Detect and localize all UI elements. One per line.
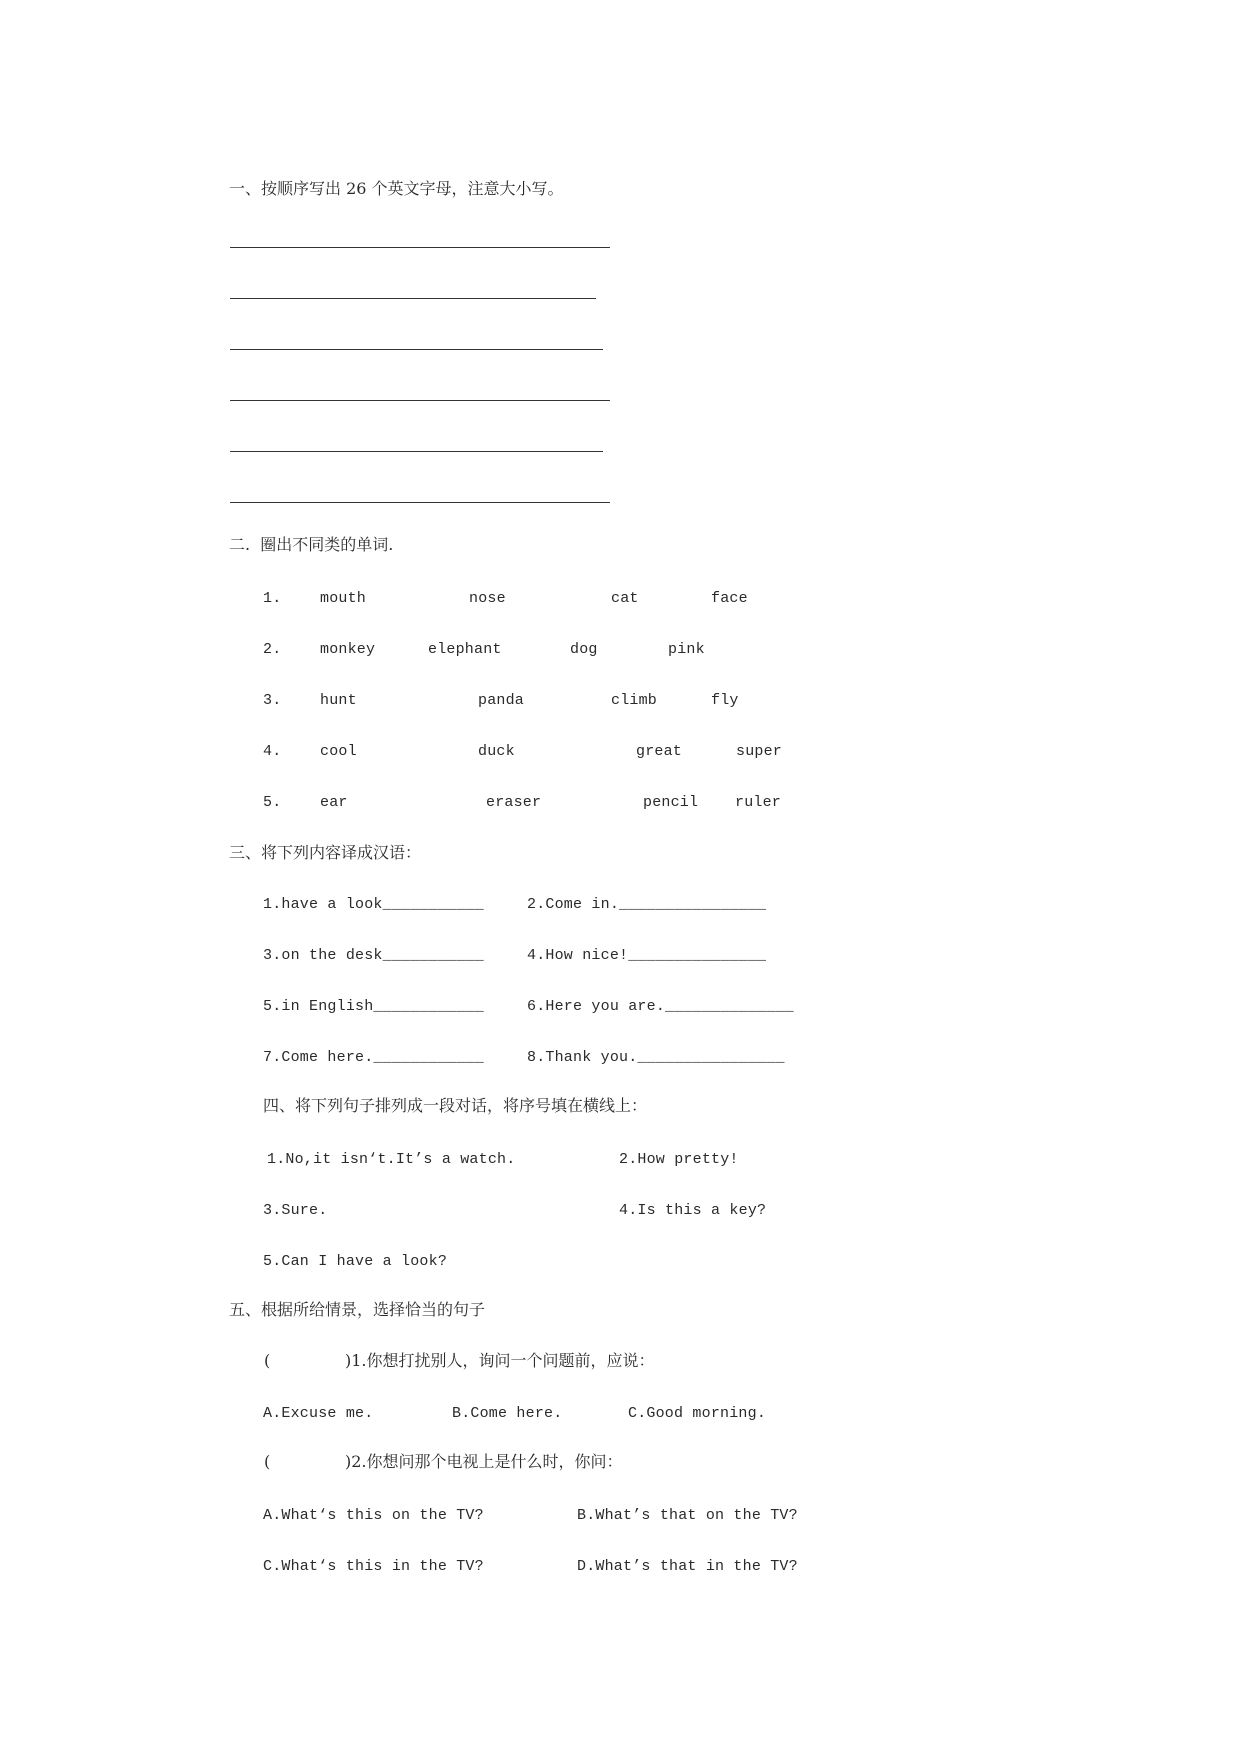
word[interactable]: cat [611,590,639,607]
word[interactable]: nose [469,590,506,607]
word[interactable]: eraser [486,794,542,811]
dialogue-sentence: 5.Can I have a look? [263,1253,448,1270]
word-row-number: 2. [263,641,282,658]
section5-title: 五、根据所给情景，选择恰当的句子 [229,1300,486,1319]
word-row-number: 5. [263,794,282,811]
translate-item[interactable]: 1.have a look___________ [263,896,484,913]
word[interactable]: cool [320,743,357,760]
translate-item[interactable]: 8.Thank you.________________ [527,1049,785,1066]
dialogue-sentence: 4.Is this a key? [619,1202,767,1219]
word[interactable]: elephant [428,641,502,658]
question-1: )1.你想打扰别人，询问一个问题前，应说： [345,1351,655,1370]
word[interactable]: ear [320,794,348,811]
word[interactable]: monkey [320,641,376,658]
translate-item[interactable]: 5.in English____________ [263,998,484,1015]
word[interactable]: duck [478,743,515,760]
alphabet-line-4[interactable] [230,400,610,401]
option-b[interactable]: B.What’s that on the TV? [577,1507,798,1524]
word[interactable]: super [736,743,783,760]
option-a[interactable]: A.Excuse me. [263,1405,374,1422]
translate-item[interactable]: 3.on the desk___________ [263,947,484,964]
word[interactable]: hunt [320,692,357,709]
dialogue-sentence: 2.How pretty! [619,1151,739,1168]
section1-title: 一、按顺序写出 26 个英文字母，注意大小写。 [229,179,564,198]
dialogue-sentence: 1.No,it isn‘t.It’s a watch. [267,1151,516,1168]
section4-title: 四、将下列句子排列成一段对话，将序号填在横线上： [263,1096,648,1115]
word-row-number: 1. [263,590,282,607]
word[interactable]: panda [478,692,525,709]
word-row-number: 4. [263,743,282,760]
translate-item[interactable]: 2.Come in.________________ [527,896,767,913]
option-c[interactable]: C.What‘s this in the TV? [263,1558,484,1575]
answer-paren-open[interactable]: ( [264,1452,271,1471]
alphabet-line-2[interactable] [230,298,596,299]
word[interactable]: ruler [735,794,782,811]
word[interactable]: pink [668,641,705,658]
option-d[interactable]: D.What’s that in the TV? [577,1558,798,1575]
word[interactable]: great [636,743,683,760]
word[interactable]: climb [611,692,658,709]
word[interactable]: mouth [320,590,367,607]
word-row-number: 3. [263,692,282,709]
alphabet-line-1[interactable] [230,247,610,248]
word[interactable]: pencil [643,794,699,811]
word[interactable]: fly [711,692,739,709]
dialogue-sentence: 3.Sure. [263,1202,328,1219]
word[interactable]: dog [570,641,598,658]
translate-item[interactable]: 7.Come here.____________ [263,1049,484,1066]
option-a[interactable]: A.What‘s this on the TV? [263,1507,484,1524]
option-c[interactable]: C.Good morning. [628,1405,767,1422]
alphabet-line-3[interactable] [230,349,603,350]
alphabet-line-5[interactable] [230,451,603,452]
section2-title: 二. 圈出不同类的单词. [229,535,394,554]
alphabet-line-6[interactable] [230,502,610,503]
option-b[interactable]: B.Come here. [452,1405,563,1422]
section3-title: 三、将下列内容译成汉语： [229,843,422,862]
translate-item[interactable]: 6.Here you are.______________ [527,998,794,1015]
answer-paren-open[interactable]: ( [264,1351,271,1370]
question-2: )2.你想问那个电视上是什么时，你问： [345,1452,623,1471]
translate-item[interactable]: 4.How nice!_______________ [527,947,767,964]
word[interactable]: face [711,590,748,607]
